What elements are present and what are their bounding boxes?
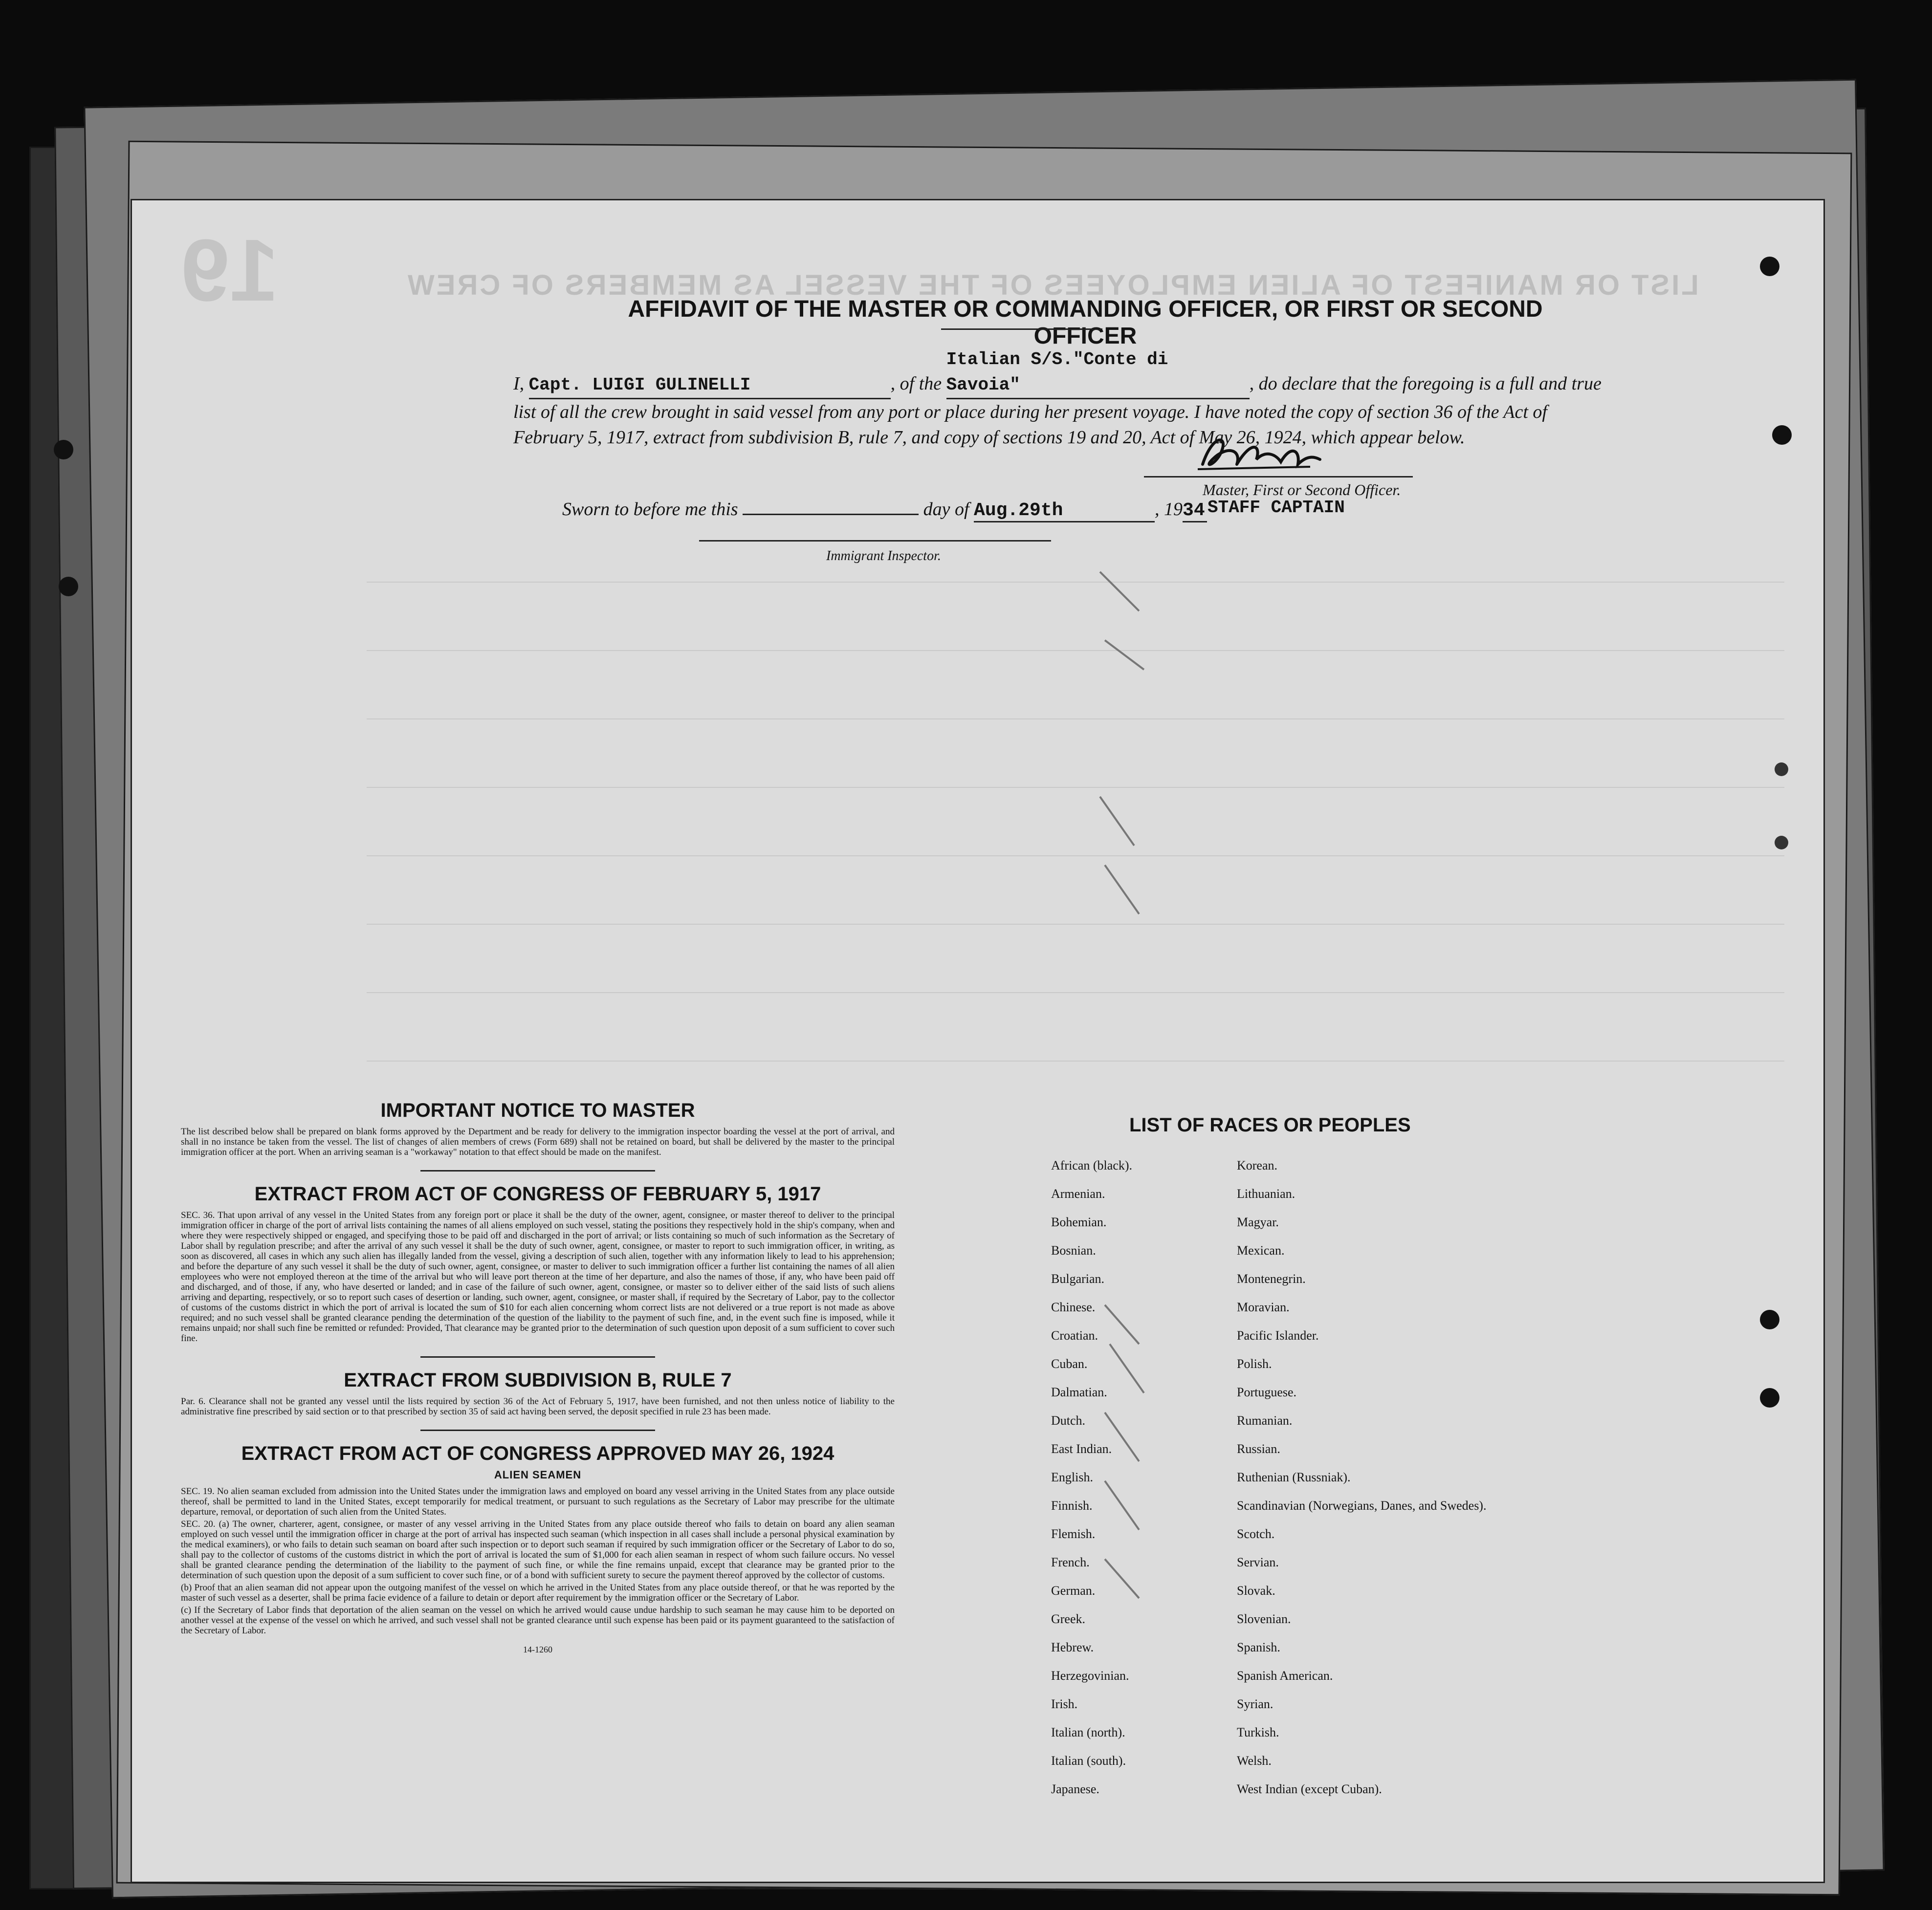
race-item: Irish. — [1051, 1697, 1078, 1711]
sworn-prefix: Sworn to before me this — [562, 499, 738, 520]
binding-hole — [1760, 1388, 1779, 1408]
race-item: Pacific Islander. — [1237, 1328, 1319, 1343]
race-item: Dutch. — [1051, 1413, 1086, 1428]
race-item: Welsh. — [1237, 1754, 1272, 1768]
race-item: Spanish American. — [1237, 1669, 1333, 1683]
day-of-label: day of — [923, 499, 969, 520]
sworn-statement — [562, 499, 1207, 522]
form-number: 14-1260 — [523, 1645, 552, 1654]
race-item: Syrian. — [1237, 1697, 1273, 1711]
title-rule — [941, 328, 1102, 330]
extract-1924-sec19: SEC. 19. No alien seaman excluded from admission into the United States under the immigration laws and employed on board any vessel arriving in the United States from any place outside thereof, shall be permitted to land in the United States, except temporarily for medical treatment, or pursuant to such regulations as the Secretary of Labor may prescribe for the ultimate departure, removal, or deportation of such alien from the United States. — [181, 1486, 895, 1517]
binding-hole — [59, 577, 78, 596]
races-list-right — [1237, 1158, 1486, 1810]
race-item: Portuguese. — [1237, 1385, 1297, 1399]
race-item: Croatian. — [1051, 1328, 1098, 1343]
legal-notices — [181, 1100, 895, 1655]
race-item: Cuban. — [1051, 1357, 1088, 1371]
race-item: West Indian (except Cuban). — [1237, 1782, 1382, 1796]
section-divider — [420, 1170, 655, 1172]
race-item: Italian (south). — [1051, 1754, 1126, 1768]
race-item: Slovak. — [1237, 1584, 1275, 1598]
race-item: Herzegovinian. — [1051, 1669, 1129, 1683]
race-item: Turkish. — [1237, 1725, 1279, 1739]
race-item: Ruthenian (Russniak). — [1237, 1470, 1351, 1484]
binding-hole — [1772, 425, 1792, 445]
extract-1917-text: SEC. 36. That upon arrival of any vessel in the United States from any foreign port or place it shall be the duty of the owner, agent, consignee, or master thereof to deliver to the principal immigration officer in charge of the port of arrival lists containing the names of all aliens employed on such vessel, stating the positions they respectively hold in the ship's company, when and where they were respectively shipped or engaged, and specifying those to be paid off and discharged in the port of arrival; or lists containing so much of such information as the Secretary of Labor shall by regulation prescribe; and after the arrival of any such vessel it shall be the duty of such owner, agent, consignee, or master to report to such immigration officer, in writing, as soon as discovered, all cases in which any such alien has illegally landed from the vessel, giving a description of such alien, together with any information likely to lead to his apprehension; and before the departure of any such vessel it shall be the duty of such owner, agent, consignee, or master to deliver to such immigration officer a further list containing the names of all alien employees who were not employed thereon at the time of the arrival but who will leave port thereon at the time of her departure, and also the names of those, if any, who have been paid off and discharged, and of those, if any, who have deserted or landed; and in case of the failure of such owner, agent, consignee, or master so to deliver either of the said lists of such aliens arriving and departing, respectively, or so to report such cases of desertion or landing, such owner, agent, consignee, or master shall, if required by the Secretary of Labor, pay to the collector of customs of the customs district in which the port of arrival is located the sum of $10 for each alien concerning whom correct lists are not delivered or a true report is not made as above required; and no such vessel shall be granted clearance pending the determination of the question of the liability to the payment of such fine, and, in the event such fine is imposed, while it remains unpaid; nor shall such fine be remitted or refunded: Provided, That clearance may be granted prior to the determination of such question upon deposit of a sum sufficient to cover such fine. — [181, 1210, 895, 1344]
binding-hole — [54, 440, 73, 459]
declarant-name-field: Capt. LUIGI GULINELLI — [529, 372, 891, 399]
race-item: Japanese. — [1051, 1782, 1099, 1796]
race-item: Dalmatian. — [1051, 1385, 1107, 1399]
officer-title: STAFF CAPTAIN — [1208, 498, 1345, 518]
binding-hole — [1760, 257, 1779, 276]
affidavit-declaration — [513, 347, 1618, 450]
race-item: Greek. — [1051, 1612, 1086, 1626]
races-title: LIST OF RACES OR PEOPLES — [1129, 1114, 1411, 1136]
race-item: Moravian. — [1237, 1300, 1290, 1314]
race-item: Korean. — [1237, 1158, 1278, 1172]
affidavit-title: AFFIDAVIT OF THE MASTER OR COMMANDING OFFICER, OR FIRST OR SECOND OFFICER — [628, 296, 1543, 349]
section-divider — [420, 1430, 655, 1431]
binding-hole — [1775, 836, 1788, 849]
race-item: Scandinavian (Norwegians, Danes, and Swedes). — [1237, 1498, 1487, 1513]
inspector-label: Immigrant Inspector. — [826, 548, 941, 564]
races-list-left — [1051, 1158, 1132, 1810]
date-field: Aug.29th — [974, 500, 1155, 522]
year-field: 34 — [1183, 500, 1207, 522]
race-item: Russian. — [1237, 1442, 1280, 1456]
race-item: Montenegrin. — [1237, 1272, 1306, 1286]
race-item: Chinese. — [1051, 1300, 1096, 1314]
day-blank — [743, 499, 919, 515]
race-item: Flemish. — [1051, 1527, 1096, 1541]
notice-title: IMPORTANT NOTICE TO MASTER — [380, 1100, 695, 1121]
race-item: East Indian. — [1051, 1442, 1112, 1456]
race-item: English. — [1051, 1470, 1093, 1484]
race-item: Lithuanian. — [1237, 1187, 1295, 1201]
extract-1924-title: EXTRACT FROM ACT OF CONGRESS APPROVED MAY 26, 1924 — [241, 1443, 834, 1464]
inspector-signature-line — [699, 540, 1051, 542]
declaration-body: that the foregoing is a full and true list of all the crew brought in said vessel from any port or place during her present voyage. I have noted the copy of section 36 of the Act of February 5, 1917, extract from subdivision B, rule 7, and copy of sections 19 and 20, Act of May 26, 1924, which appear below. — [513, 373, 1602, 448]
race-item: French. — [1051, 1555, 1090, 1569]
extract-1917-title: EXTRACT FROM ACT OF CONGRESS OF FEBRUARY 5, 1917 — [254, 1183, 821, 1205]
do-declare-label: , do declare — [1249, 373, 1337, 394]
ghost-row-line — [367, 855, 1784, 858]
signature-caption: Master, First or Second Officer. — [1203, 481, 1401, 499]
race-item: Spanish. — [1237, 1640, 1280, 1654]
ghost-row-line — [367, 718, 1784, 721]
ghost-row-line — [367, 924, 1784, 927]
race-item: Magyar. — [1237, 1215, 1279, 1229]
ghost-row-line — [367, 1061, 1784, 1064]
race-item: Armenian. — [1051, 1187, 1105, 1201]
of-the-label: , of the — [890, 373, 942, 394]
notice-text: The list described below shall be prepared on blank forms approved by the Department and be ready for delivery to the immigration inspector boarding the vessel at the port of arrival, and shall in no instance be taken from the vessel. The list of changes of alien members of crews (Form 689) shall not be retained on board, but shall be delivered by the master to the principal immigration officer at the port. When an arriving seaman is a "workaway" notation to that effect should be made on the manifest. — [181, 1127, 895, 1157]
extract-rule7-text: Par. 6. Clearance shall not be granted any vessel until the lists required by section 36 of the Act of February 5, 1917, have been furnished, and not then unless notice of liability to the administrative fine prescribed by said section or to that prescribed by section 35 of said act having been served, the deposit specified in rule 23 has been made. — [181, 1396, 895, 1417]
extract-1924-sec20a: SEC. 20. (a) The owner, charterer, agent, consignee, or master of any vessel arriving in the United States from any place outside thereof who fails to detain on board any alien seaman employed on such vessel until the immigration officer in charge at the port of arrival has inspected such seaman (which inspection in all cases shall include a personal physical examination by the medical examiners), or who fails to detain such seaman on board after such inspection or to deport such seaman if required by such immigration officer or the Secretary of Labor to do so, shall pay to the collector of customs of the customs district in which the port of arrival is located the sum of $1,000 for each alien seaman in respect of whom such failure occurs. No vessel shall be granted clearance pending the determination of the liability to the payment of such fine, or while the fine remains unpaid, except that clearance may be granted prior to the determination of such question upon the deposit of a sum sufficient to cover such fine, or of a bond with sufficient surety to secure the payment thereof approved by the collector of customs. — [181, 1519, 895, 1581]
race-item: Polish. — [1237, 1357, 1272, 1371]
race-item: Mexican. — [1237, 1243, 1285, 1258]
signature-line — [1144, 476, 1413, 478]
race-item: Servian. — [1237, 1555, 1279, 1569]
race-item: Italian (north). — [1051, 1725, 1125, 1739]
binding-hole — [1775, 762, 1788, 776]
race-item: Slovenian. — [1237, 1612, 1291, 1626]
extract-1924-sec20b: (b) Proof that an alien seaman did not appear upon the outgoing manifest of the vessel on which he arrived in the United States from any place outside thereof, or that he was reported by the master of such vessel as a deserter, shall be prima facie evidence of a failure to detain or deport after requirement by the immigration officer or the Secretary of Labor. — [181, 1583, 895, 1603]
race-item: Finnish. — [1051, 1498, 1093, 1513]
race-item: Bohemian. — [1051, 1215, 1107, 1229]
race-item: Bosnian. — [1051, 1243, 1096, 1258]
bleed-through-header: LIST OR MANIFEST OF ALIEN EMPLOYEES OF THE VESSEL AS MEMBERS OF CREW — [406, 269, 1699, 301]
year-prefix: , 19 — [1155, 499, 1183, 520]
race-item: German. — [1051, 1584, 1096, 1598]
ghost-row-line — [367, 582, 1784, 585]
race-item: Hebrew. — [1051, 1640, 1094, 1654]
race-item: Scotch. — [1237, 1527, 1275, 1541]
binding-hole — [1760, 1310, 1779, 1329]
declaration-prefix: I, — [513, 373, 525, 394]
manifest-page — [132, 200, 1823, 1882]
extract-rule7-title: EXTRACT FROM SUBDIVISION B, RULE 7 — [344, 1369, 732, 1391]
ghost-row-line — [367, 787, 1784, 790]
ghost-row-line — [367, 650, 1784, 653]
race-item: Rumanian. — [1237, 1413, 1293, 1428]
extract-1924-sec20c: (c) If the Secretary of Labor finds that deportation of the alien seaman on the vessel on which he arrived would cause undue hardship to such seaman he may cause him to be deported on another vessel at the expense of the vessel on which he arrived, and such vessel shall not be granted clearance until such expense has been paid or its payment guaranteed to the satisfaction of the Secretary of Labor. — [181, 1605, 895, 1636]
officer-signature — [1183, 430, 1330, 479]
vessel-name-field: Italian S/S."Conte di Savoia" — [946, 347, 1250, 399]
extract-1924-subtitle: ALIEN SEAMEN — [494, 1469, 582, 1481]
race-item: Bulgarian. — [1051, 1272, 1105, 1286]
race-item: African (black). — [1051, 1158, 1133, 1172]
ghost-row-line — [367, 992, 1784, 995]
section-divider — [420, 1356, 655, 1358]
bleed-through-page-number: 19 — [181, 221, 279, 320]
